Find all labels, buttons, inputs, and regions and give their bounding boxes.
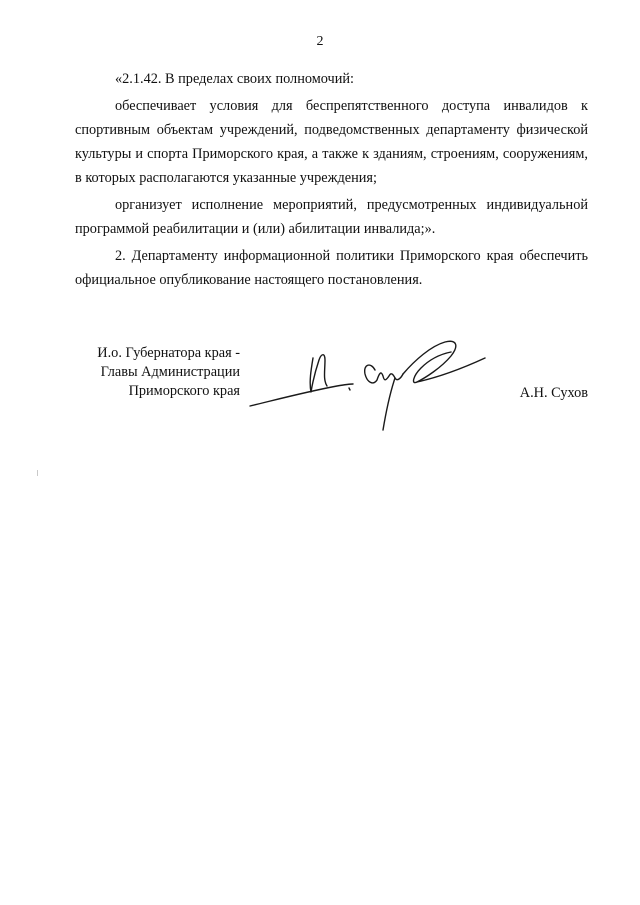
signer-title-line: Главы Администрации [100, 364, 240, 380]
signer-title-line: И.о. Губернатора края - [97, 345, 240, 361]
handwritten-signature-icon [245, 330, 505, 440]
page-number: 2 [316, 34, 324, 49]
paragraph-access-conditions: обеспечивает условия для беспрепятственного доступа инвалидов к спортивным объектам учреждений, подведомственных департаменту физической культуры и спорта Приморского края, а также к зданиям, строениям, сооружениям, в которых располагаются указанные учреждения; [75, 98, 588, 186]
signer-title-line: Приморского края [128, 383, 240, 399]
paragraph-clause-heading: «2.1.42. В пределах своих полномочий: [115, 71, 355, 87]
paragraph-publication: 2. Департаменту информационной политики Приморского края обеспечить официальное опубликование настоящего постановления. [75, 248, 588, 288]
margin-mark [37, 470, 38, 476]
paragraph-rehabilitation: организует исполнение мероприятий, предусмотренных индивидуальной программой реабилитации и (или) абилитации инвалида;». [75, 197, 588, 237]
signer-name: А.Н. Сухов [519, 385, 588, 401]
document-body [75, 67, 588, 292]
signer-title [40, 344, 240, 401]
